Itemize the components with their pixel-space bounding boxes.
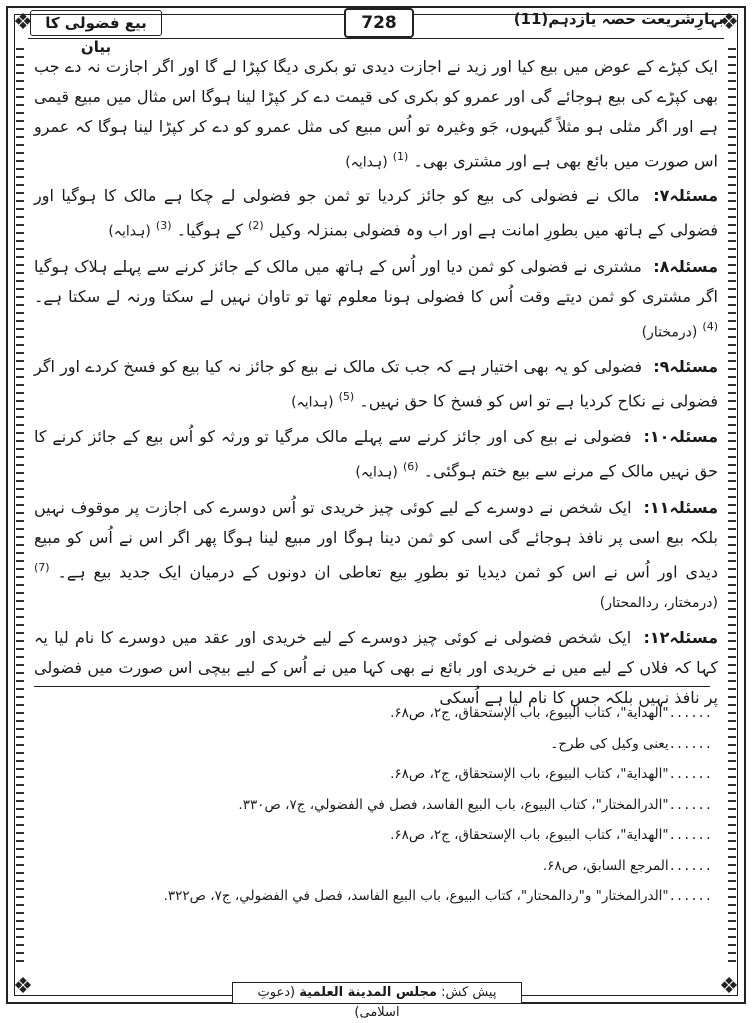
footnote-ref: (1) [392, 150, 409, 163]
main-text [34, 52, 718, 718]
footnote: ......یعنی وکیل کی طرح۔ [550, 735, 712, 752]
paragraph-text: مالک نے فضولی کی بیع کو جائز کردیا تو ثمن جو فضولی لے چکا ہے مالک کا ہوگیا اور فضولی کے ہاتھ میں بطورِ امانت ہے اور اب وہ فضولی بمنزلہ وکیل [34, 186, 718, 240]
page-header [26, 6, 726, 56]
paragraph-text: مشتری نے فضولی کو ثمن دیا اور اُس کے ہاتھ میں مالک کے جائز کرنے سے پہلے ہلاک ہوگیا اگر مشتری کو ثمن دیتے وقت اُس کا فضولی ہونا معلوم تھا تو تاوان نہیں لے سکتا ورنہ لے سکتا ہے۔ [34, 256, 718, 306]
paragraph-text: ایک کپڑے کے عوض میں بیع کیا اور زید نے اجازت دیدی تو بکری دیگا کپڑا لے گا اور اگر اجازت نہ دے جب بھی کپڑے کی بیع ہوجائے گی اور عمرو کو بکری کی قیمت دے کر کپڑا لینا ہوگا اس مثال میں مبیع قیمی ہے اور اگر مثلی ہو مثلاً گیہوں، جَو وغیرہ تو اُس مبیع کی مثل عمرو کو دے کر کپڑا لینا ہوگا کہ عمرو اس صورت میں بائع بھی ہے اور مشتری بھی۔ [34, 57, 718, 171]
source-citation: (درمختار، ردالمحتار) [599, 594, 718, 611]
footnote-separator [34, 686, 710, 687]
ornament-corner-icon: ❖ [719, 974, 739, 999]
paragraph [34, 623, 718, 713]
paragraph [34, 52, 718, 177]
ornament-corner-icon: ❖ [13, 10, 33, 35]
masala-label: مسئلہ۱۰: [643, 427, 719, 447]
header-divider [28, 38, 724, 39]
source-citation: (ہدایہ) [291, 394, 334, 411]
source-citation: (ہدایہ) [355, 464, 398, 481]
footnote-ref: (5) [338, 389, 355, 403]
source-citation: (ہدایہ) [345, 154, 388, 171]
footnote: ......"الدرالمختار"، كتاب البيوع، باب البيع الفاسد، فصل في الفضولي، ج۷، ص۳۳۰. [238, 796, 712, 813]
footnotes [40, 704, 712, 918]
footnote: ......"الدرالمختار" و"ردالمحتار"، كتاب البيوع، باب البيع الفاسد، فصل في الفضولي، ج۷، ص۳۲۲. [163, 888, 712, 904]
paragraph [34, 422, 718, 487]
paragraph-text: ایک شخص نے دوسرے کے لیے کوئی چیز خریدی تو اُس دوسرے کی اجازت پر موقوف نہیں بلکہ بیع اسی پر نافذ ہوجائے گی اسی کو ثمن دینا ہوگا اور مبیع لینا ہوگا پھر اگر اس نے اُس کو مبیع دیدی اور اُس نے اس کو ثمن دیدیا تو بطورِ بیع تعاطی ان دونوں کے درمیان ایک جدید بیع ہے۔ [34, 497, 718, 581]
source-citation: (درمختار) [641, 323, 698, 340]
paragraph-text: ایک شخص فضولی نے کوئی چیز دوسرے کے لیے خریدی اور عقد میں دوسرے کا نام لیا یہ کہا کہ فلاں کے لیے میں نے خریدی اور بائع نے بھی کہا میں نے اُس کے لیے بیچی اس صورت میں فضولی پر نافذ نہیں بلکہ جس کا نام لیا ہے اُسکی [34, 627, 718, 707]
paragraph [34, 352, 718, 417]
page-number: 728 [344, 8, 414, 38]
chapter-title: بیع فضولی کا بیان [30, 10, 162, 36]
source-citation: (ہدایہ) [108, 223, 151, 240]
paragraph [34, 252, 718, 347]
ornament-corner-icon: ❖ [719, 10, 739, 35]
publisher-footer [232, 982, 522, 1020]
footnote: ......المرجع السابق، ص۶۸. [542, 857, 712, 874]
publisher-name: مجلس المدينة العلمية [299, 985, 437, 1000]
footer-prefix: پیش کش: [441, 985, 497, 1000]
paragraph [34, 493, 718, 618]
ornament-corner-icon: ❖ [13, 974, 33, 999]
publisher-suffix: (دعوتِ اسلامی) [257, 985, 400, 1020]
footnote-ref: (3) [155, 219, 172, 233]
paragraph-text: فضولی نے بیع کی اور جائز کرنے سے پہلے مالک مرگیا تو ورثہ کو اُس بیع کے جائز کرنے کا حق نہیں مالک کے مرنے سے بیع ختم ہوگئی۔ [34, 427, 718, 481]
book-title: بہارِشریعت حصہ یازدہم(11) [513, 10, 724, 28]
footnote-ref: (7) [34, 560, 50, 574]
paragraph-text: فضولی کو یہ بھی اختیار ہے کہ جب تک مالک نے بیع کو جائز نہ کیا بیع کو فسخ کردے اور اگر فضولی نے نکاح کردیا ہے تو اس کو فسخ کا حق نہیں۔ [34, 356, 718, 411]
paragraph [34, 181, 718, 246]
footnote: ......"الهداية"، كتاب البيوع، باب الإستحقاق، ج۲، ص۶۸. [390, 827, 712, 843]
paragraph-text: کے ہوگیا۔ [176, 220, 244, 240]
masala-label: مسئلہ۱۲: [643, 627, 719, 647]
footnote-ref: (6) [402, 460, 419, 474]
masala-label: مسئلہ۷: [653, 186, 718, 206]
masala-label: مسئلہ۸: [653, 256, 718, 276]
footnote-ref: (2) [248, 219, 264, 233]
masala-label: مسئلہ۹: [653, 356, 718, 376]
footnote: ......"الهداية"، كتاب البيوع، باب الإستحقاق، ج۲، ص۶۸. [390, 766, 712, 782]
footnote-ref: (4) [702, 319, 718, 333]
footnote: ......"الهداية"، كتاب البيوع، باب الإستحقاق، ج۲، ص۶۸. [390, 705, 712, 721]
masala-label: مسئلہ۱۱: [643, 497, 718, 517]
